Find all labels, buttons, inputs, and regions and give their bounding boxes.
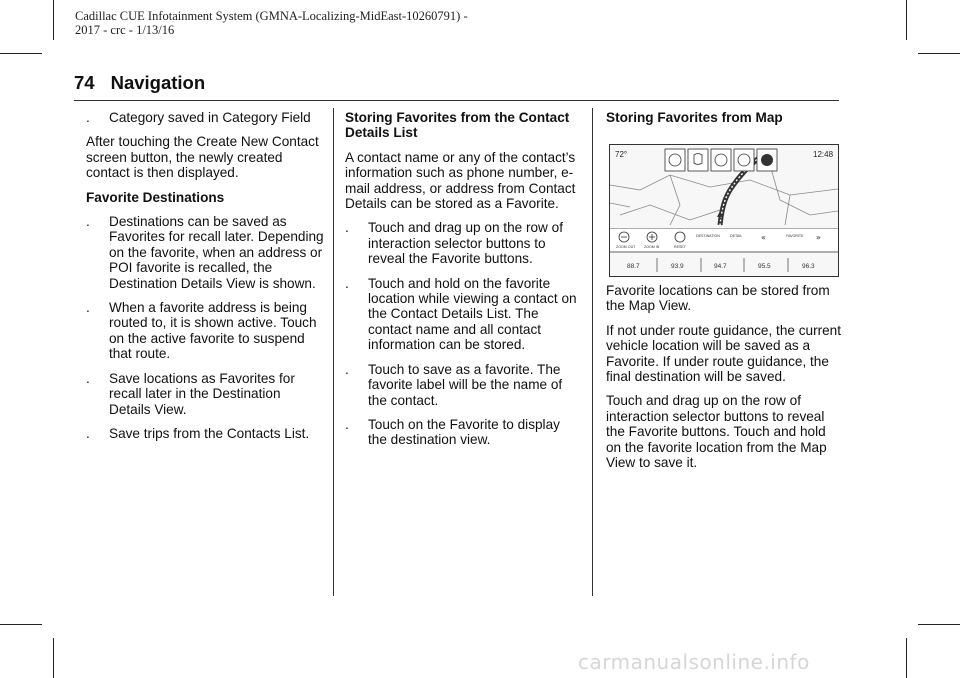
- bullet-text: Touch to save as a favorite. The favorite label will be the name of the contact.: [368, 361, 563, 408]
- subheading-favorite-destinations: Favorite Destinations: [86, 189, 225, 205]
- bullet-item: [86, 426, 324, 441]
- bullet-text: Destinations can be saved as Favorites for recall later. Depending on the favorite, when an address or POI favorite is recalled, the Destination Details View is shown.: [109, 214, 324, 291]
- watermark: carmanualsonline.info: [578, 650, 810, 674]
- reset-label: RESET: [674, 245, 686, 249]
- column-3: [606, 110, 842, 134]
- clock-readout: 12:48: [813, 150, 834, 159]
- crop-mark-top-right-h: [918, 53, 960, 54]
- favorite-slot-3[interactable]: [711, 149, 731, 171]
- bullet-marker: .: [86, 425, 90, 441]
- bullet-marker: .: [86, 110, 90, 125]
- bullet-item: [345, 362, 581, 408]
- previous-page-icon[interactable]: «: [761, 233, 766, 242]
- map-view-screenshot: [609, 144, 839, 277]
- paragraph: If not under route guidance, the current vehicle location will be saved as a Favorite. If under route guidance, the final destination will be saved.: [606, 322, 842, 385]
- bullet-text: Touch and hold on the favorite location while viewing a contact on the Contact Details List. The contact name and all contact information can be stored.: [368, 275, 577, 353]
- destination-label: DESTINATION: [696, 234, 720, 238]
- bullet-marker: .: [86, 370, 90, 386]
- bullet-text: Category saved in Category Field: [109, 110, 311, 125]
- column-2: [345, 110, 581, 457]
- column-divider-1: [333, 108, 334, 596]
- paragraph: Touch and drag up on the row of interaction selector buttons to reveal the Favorite buttons. Touch and hold on the favorite location from the Map View to save it.: [606, 393, 827, 471]
- zoom-out-label: ZOOM OUT: [616, 245, 636, 249]
- preset-3[interactable]: 94.7: [714, 263, 727, 270]
- preset-5[interactable]: 96.3: [802, 263, 815, 270]
- crop-mark-top-left-h: [0, 53, 42, 54]
- column-3-body: [606, 283, 842, 479]
- bullet-text: When a favorite address is being routed to, it is shown active. Touch on the active favorite to suspend that route.: [109, 300, 317, 362]
- document-header-line-2: 2017 - crc - 1/13/16: [75, 23, 175, 37]
- page-heading: [74, 72, 205, 94]
- crop-mark-top-left-v: [53, 0, 54, 40]
- column-divider-2: [592, 108, 593, 596]
- bullet-item: [345, 417, 581, 448]
- paragraph: Favorite locations can be stored from the Map View.: [606, 283, 830, 314]
- bullet-marker: .: [345, 416, 349, 432]
- subheading-contact-details: Storing Favorites from the Contact Details List: [345, 110, 570, 141]
- bullet-item: [345, 220, 581, 266]
- crop-mark-top-right-v: [906, 0, 907, 40]
- bullet-text: Touch on the Favorite to display the destination view.: [368, 416, 560, 448]
- map-view-drawing: [610, 145, 838, 276]
- bullet-marker: .: [345, 361, 349, 377]
- preset-2[interactable]: 93.9: [671, 263, 684, 270]
- subheading-storing-from-map: Storing Favorites from Map: [606, 110, 783, 125]
- crop-mark-bottom-left-h: [0, 624, 42, 625]
- next-page-icon[interactable]: »: [816, 233, 821, 242]
- paragraph: After touching the Create New Contact screen button, the newly created contact is then displayed.: [86, 134, 319, 181]
- section-title: Navigation: [110, 72, 206, 93]
- bullet-item: [86, 110, 324, 125]
- bullet-marker: .: [345, 275, 349, 291]
- bullet-marker: .: [86, 300, 90, 316]
- bullet-item: [86, 371, 324, 417]
- temperature-readout: 72°: [615, 150, 628, 159]
- preset-4[interactable]: 95.5: [758, 263, 771, 270]
- column-1: [86, 110, 324, 450]
- page-number: 74: [74, 72, 95, 93]
- document-header: [75, 9, 468, 37]
- heading-rule: [74, 100, 839, 101]
- crop-mark-bottom-left-v: [53, 638, 54, 678]
- bullet-item: [86, 214, 324, 291]
- favorite-slot-2[interactable]: [688, 149, 708, 171]
- document-header-line-1: Cadillac CUE Infotainment System (GMNA-Localizing-MidEast-10260791) -: [75, 9, 468, 23]
- bullet-marker: .: [86, 214, 90, 230]
- bullet-text: Save locations as Favorites for recall later in the Destination Details View.: [109, 370, 295, 417]
- zoom-in-label: ZOOM IN: [644, 245, 660, 249]
- favorite-label: FAVORITE: [786, 234, 804, 238]
- favorite-shortcuts: [665, 149, 777, 171]
- bullet-item: [345, 276, 581, 353]
- bullet-text: Touch and drag up on the row of interaction selector buttons to reveal the Favorite buttons.: [368, 220, 563, 267]
- preset-1[interactable]: 88.7: [627, 263, 640, 270]
- bullet-marker: .: [345, 220, 349, 236]
- navigation-favorite-icon: [761, 154, 773, 166]
- favorite-slot-1[interactable]: [665, 149, 685, 171]
- bullet-text: Save trips from the Contacts List.: [109, 425, 310, 441]
- detail-label: DETAIL: [730, 234, 743, 238]
- favorite-slot-4[interactable]: [734, 149, 754, 171]
- crop-mark-bottom-right-h: [918, 624, 960, 625]
- bullet-item: [86, 300, 324, 362]
- crop-mark-bottom-right-v: [906, 638, 907, 678]
- paragraph: A contact name or any of the contact’s information such as phone number, e-mail address, or address from Contact Details can be stored as a Favorite.: [345, 149, 576, 212]
